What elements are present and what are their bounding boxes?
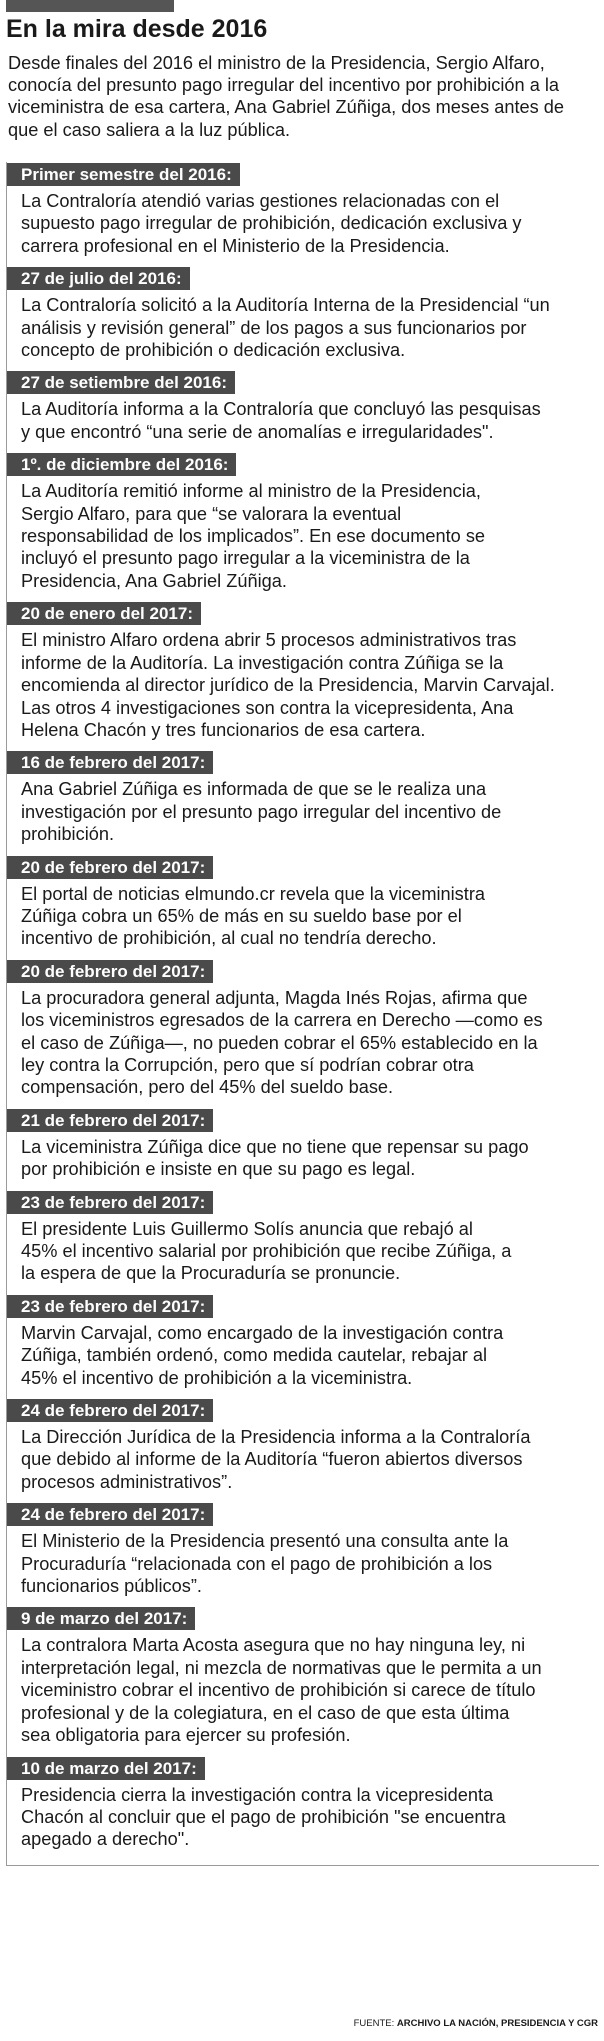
intro-line: conocía del presunto pago irregular del incentivo por prohibición a la — [8, 75, 560, 96]
entry-description-line: El portal de noticias elmundo.cr revela que la viceministra — [21, 883, 486, 904]
entry-date-badge: 23 de febrero del 2017: — [7, 1295, 213, 1318]
timeline-entry — [7, 1295, 599, 1389]
entry-date-badge: 10 de marzo del 2017: — [7, 1757, 205, 1780]
entry-date-badge: 23 de febrero del 2017: — [7, 1191, 213, 1214]
infographic-title: En la mira desde 2016 — [6, 15, 268, 43]
entry-description-line: compensación, pero del 45% del sueldo base. — [21, 1077, 394, 1098]
entry-date-badge: 27 de julio del 2016: — [7, 267, 190, 290]
entry-date-badge: 24 de febrero del 2017: — [7, 1399, 213, 1422]
entry-description-line: incentivo de prohibición, al cual no tendría derecho. — [21, 928, 437, 949]
source-label: FUENTE: — [353, 2018, 395, 2029]
entry-description-line: Presidencia cierra la investigación contra la vicepresidenta — [21, 1784, 494, 1805]
entry-date-badge: 20 de enero del 2017: — [7, 602, 201, 625]
entry-description — [21, 190, 599, 257]
entry-description-line: La procuradora general adjunta, Magda Inés Rojas, afirma que — [21, 987, 528, 1008]
entry-description — [21, 1530, 599, 1597]
entry-description-line: Zúñiga cobra un 65% de más en su sueldo base por el — [21, 905, 462, 926]
entry-description-line: El ministro Alfaro ordena abrir 5 procesos administrativos tras — [21, 630, 517, 651]
entry-description — [21, 987, 599, 1099]
entry-description-line: ley contra la Corrupción, pero que sí podrían cobrar otra — [21, 1054, 474, 1075]
timeline — [6, 162, 599, 1866]
timeline-entry — [7, 1757, 599, 1851]
timeline-entry — [7, 453, 599, 592]
entry-description-line: apegado a derecho". — [21, 1829, 190, 1850]
entry-description-line: profesional y de la colegiatura, en el caso de que esta última — [21, 1702, 510, 1723]
source-text: ARCHIVO LA NACIÓN, PRESIDENCIA Y CGR — [396, 2018, 598, 2029]
entry-description — [21, 883, 599, 950]
entry-description-line: análisis y revisión general” de los pagos a sus funcionarios por — [21, 317, 527, 338]
entry-date-badge: 9 de marzo del 2017: — [7, 1607, 195, 1630]
entry-description-line: Zúñiga, también ordenó, como medida cautelar, rebajar al — [21, 1345, 488, 1366]
entry-date-badge: 16 de febrero del 2017: — [7, 751, 213, 774]
entry-description-line: investigación por el presunto pago irregular del incentivo de — [21, 801, 502, 822]
entry-date-badge: Primer semestre del 2016: — [7, 163, 240, 186]
entry-description-line: Ana Gabriel Zúñiga es informada de que se le realiza una — [21, 779, 487, 800]
timeline-entry — [7, 267, 599, 361]
entry-description-line: viceministro cobrar el incentivo de prohibición si carece de título — [21, 1680, 536, 1701]
entry-description-line: y que encontró “una serie de anomalías e irregularidades". — [21, 421, 494, 442]
entry-description-line: que debido al informe de la Auditoría “fueron abiertos diversos — [21, 1449, 523, 1470]
entry-description-line: Helena Chacón y tres funcionarios de esa cartera. — [21, 719, 426, 740]
entry-description-line: el caso de Zúñiga—, no pueden cobrar el 65% establecido en la — [21, 1032, 538, 1053]
entry-description-line: La Auditoría informa a la Contraloría que concluyó las pesquisas — [21, 399, 541, 420]
entry-description-line: informe de la Auditoría. La investigación contra Zúñiga se la — [21, 652, 504, 673]
entry-date-badge: 20 de febrero del 2017: — [7, 856, 213, 879]
entry-date-badge: 20 de febrero del 2017: — [7, 960, 213, 983]
timeline-entry — [7, 856, 599, 950]
timeline-entry — [7, 1607, 599, 1746]
entry-description-line: concepto de prohibición o dedicación exclusiva. — [21, 340, 406, 361]
entry-description-line: La contralora Marta Acosta asegura que no hay ninguna ley, ni — [21, 1635, 526, 1656]
entry-description-line: incluyó el presunto pago irregular a la viceministra de la — [21, 548, 470, 569]
intro-line: Desde finales del 2016 el ministro de la Presidencia, Sergio Alfaro, — [8, 53, 545, 73]
entry-description-line: La viceministra Zúñiga dice que no tiene que repensar su pago — [21, 1136, 529, 1157]
entry-description — [21, 1426, 599, 1493]
entry-description-line: Chacón al concluir que el pago de prohibición "se encuentra — [21, 1806, 506, 1827]
entry-description-line: por prohibición e insiste en que su pago es legal. — [21, 1159, 416, 1180]
timeline-entry — [7, 371, 599, 443]
entry-description-line: funcionarios públicos”. — [21, 1576, 202, 1597]
entry-description — [21, 778, 599, 845]
timeline-entry — [7, 163, 599, 257]
entry-date-badge: 24 de febrero del 2017: — [7, 1503, 213, 1526]
entry-date-badge: 1º. de diciembre del 2016: — [7, 453, 236, 476]
timeline-entry — [7, 1191, 599, 1285]
entry-description-line: Sergio Alfaro, para que “se valorara la eventual — [21, 503, 402, 524]
entry-description — [21, 480, 599, 592]
entry-description-line: La Contraloría solicitó a la Auditoría Interna de la Presidencial “un — [21, 295, 550, 316]
timeline-entry — [7, 1109, 599, 1181]
intro-paragraph — [8, 52, 598, 141]
header-accent-bar — [6, 0, 174, 12]
entry-description-line: encomienda al director jurídico de la Presidencia, Marvin Carvajal. — [21, 675, 555, 696]
entry-description-line: la espera de que la Procuraduría se pronuncie. — [21, 1263, 401, 1284]
entry-description-line: El presidente Luis Guillermo Solís anuncia que rebajó al — [21, 1218, 473, 1239]
timeline-entry — [7, 960, 599, 1099]
entry-date-badge: 27 de setiembre del 2016: — [7, 371, 235, 394]
timeline-entry — [7, 1503, 599, 1597]
entry-description-line: El Ministerio de la Presidencia presentó una consulta ante la — [21, 1531, 509, 1552]
entry-description-line: los viceministros egresados de la carrera en Derecho —como es — [21, 1010, 543, 1031]
entry-description-line: La Contraloría atendió varias gestiones relacionadas con el — [21, 191, 500, 211]
entry-description-line: interpretación legal, ni mezcla de normativas que le permita a un — [21, 1657, 542, 1678]
entry-description-line: sea obligatoria para ejercer su profesión. — [21, 1725, 351, 1746]
entry-description — [21, 1634, 599, 1746]
entry-description-line: Las otros 4 investigaciones son contra la vicepresidenta, Ana — [21, 697, 514, 718]
entry-description-line: 45% el incentivo salarial por prohibición que recibe Zúñiga, a — [21, 1241, 512, 1261]
source-credit — [354, 2018, 598, 2030]
entry-description — [21, 1136, 599, 1181]
entry-description-line: supuesto pago irregular de prohibición, dedicación exclusiva y — [21, 213, 522, 234]
entry-description-line: Presidencia, Ana Gabriel Zúñiga. — [21, 570, 287, 591]
timeline-entry — [7, 1399, 599, 1493]
timeline-entry — [7, 602, 599, 741]
entry-date-badge: 21 de febrero del 2017: — [7, 1109, 213, 1132]
entry-description — [21, 629, 599, 741]
entry-description-line: La Auditoría remitió informe al ministro de la Presidencia, — [21, 481, 481, 502]
intro-line: que el caso saliera a la luz pública. — [8, 119, 291, 140]
entry-description-line: carrera profesional en el Ministerio de la Presidencia. — [21, 235, 450, 256]
timeline-entry — [7, 751, 599, 845]
entry-description-line: 45% el incentivo de prohibición a la viceministra. — [21, 1367, 413, 1388]
entry-description-line: prohibición. — [21, 824, 115, 845]
entry-description — [21, 294, 599, 361]
entry-description-line: La Dirección Jurídica de la Presidencia informa a la Contraloría — [21, 1427, 531, 1448]
entry-description-line: procesos administrativos”. — [21, 1471, 233, 1492]
entry-description — [21, 1784, 599, 1851]
intro-line: viceministra de esa cartera, Ana Gabriel Zúñiga, dos meses antes de — [8, 97, 565, 118]
entry-description-line: Procuraduría “relacionada con el pago de prohibición a los — [21, 1553, 493, 1574]
entry-description — [21, 398, 599, 443]
entry-description — [21, 1218, 599, 1285]
entry-description-line: Marvin Carvajal, como encargado de la investigación contra — [21, 1322, 504, 1343]
entry-description-line: responsabilidad de los implicados”. En ese documento se — [21, 526, 486, 547]
entry-description — [21, 1322, 599, 1389]
